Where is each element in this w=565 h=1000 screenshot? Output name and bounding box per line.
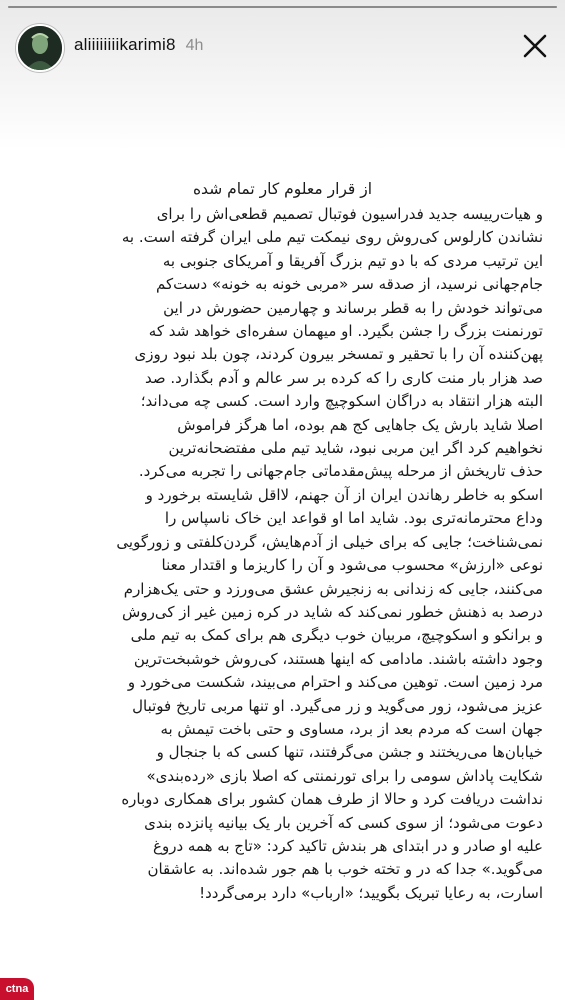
username-link[interactable]: aliiiiiiiikarimi8 — [74, 35, 176, 54]
avatar-photo-icon — [18, 26, 62, 70]
close-icon[interactable] — [519, 30, 551, 62]
story-timestamp: 4h — [185, 37, 204, 54]
avatar[interactable] — [16, 24, 64, 72]
story-progress-bar — [8, 6, 557, 8]
story-user-row — [74, 35, 203, 55]
post-title: از قرار معلوم کار تمام شده — [192, 180, 373, 198]
watermark-logo: ctna — [0, 978, 34, 1000]
story-progress-fill — [8, 6, 557, 8]
post-body-text: و هیات‌رییسه جدید فدراسیون فوتبال تصمیم قطعی‌اش را برای نشاندن کارلوس کی‌روش روی نیمکت تیم ملی ایران گرفته است. به این ترتیب مردی که با دو تیم بزرگ آفریقا و آمریکای جنوبی به جام‌جهانی نرسید، از صدقه سر «مربی خونه به خونه» دست‌کم می‌تواند خودش را به قطر برساند و چهارمین حضورش در این تورنمنت بزرگ را جشن بگیرد. او میهمان سفره‌ای خواهد شد که پهن‌کننده آن را با تحقیر و تمسخر بیرون کردند، چون بلد نبود روزی صد هزار بار منت کاری را که کرده بر سر عالم و آدم بگذارد. صد البته هزار انتقاد به دراگان اسکوچیچ وارد است. کسی چه می‌داند؛ اصلا شاید بارش یک جاهایی کج هم بوده، اما هرگز فراموش نخواهیم کرد اگر این مربی نبود، شاید تیم ملی مفتضحانه‌ترین حذف تاریخش از مرحله پیش‌مقدماتی جام‌جهانی را تجربه می‌کرد. اسکو به خاطر رهاندن ایران از آن جهنم، لااقل شایسته برخورد و وداع محترمانه‌تری بود. شاید اما او قواعد این خاک ناسپاس را نمی‌شناخت؛ جایی که برای خیلی از آدم‌هایش، گردن‌کلفتی و زورگویی نوعی «ارزش» محسوب می‌شود و آن را کاریزما و اقتدار معنا می‌کنند، جایی که زندانی به زنجیرش عشق می‌ورزد و حتی یک‌هزارم درصد به ذهنش خطور نمی‌کند که شاید در کره زمین غیر از کی‌روش و برانکو و اسکوچیچ، مربیان خوب دیگری هم برای کمک به تیم ملی وجود داشته باشند. مادامی که اینها هستند، کی‌روش خوشبخت‌ترین مرد زمین است. توهین می‌کند و احترام می‌بیند، شکست می‌خورد و عزیز می‌شود، زور می‌گوید و زر می‌گیرد. او تنها مربی تاریخ فوتبال جهان است که مردم بعد از برد، مساوی و حتی باخت تیمش به خیابان‌ها می‌ریختند و جشن می‌گرفتند، تنها کسی که با جنجال و شکایت پاداش سومی را برای تورنمنتی که اصلا بازی «رده‌بندی» نداشت دریافت کرد و حالا از طرف همان کشور برای همکاری دوباره دعوت می‌شود؛ از سوی کسی که آخرین بار یک بیانیه پانزده بندی علیه او صادر و در ابتدای هر بندش تاکید کرد: «تاج به همه دروغ می‌گوید.» جدا که در و تخته خوب با هم جور شده‌اند. به عاشقان اسارت، به رعایا تبریک بگویید؛ «ارباب» دارد برمی‌گردد! — [116, 205, 543, 902]
story-header — [0, 0, 565, 150]
